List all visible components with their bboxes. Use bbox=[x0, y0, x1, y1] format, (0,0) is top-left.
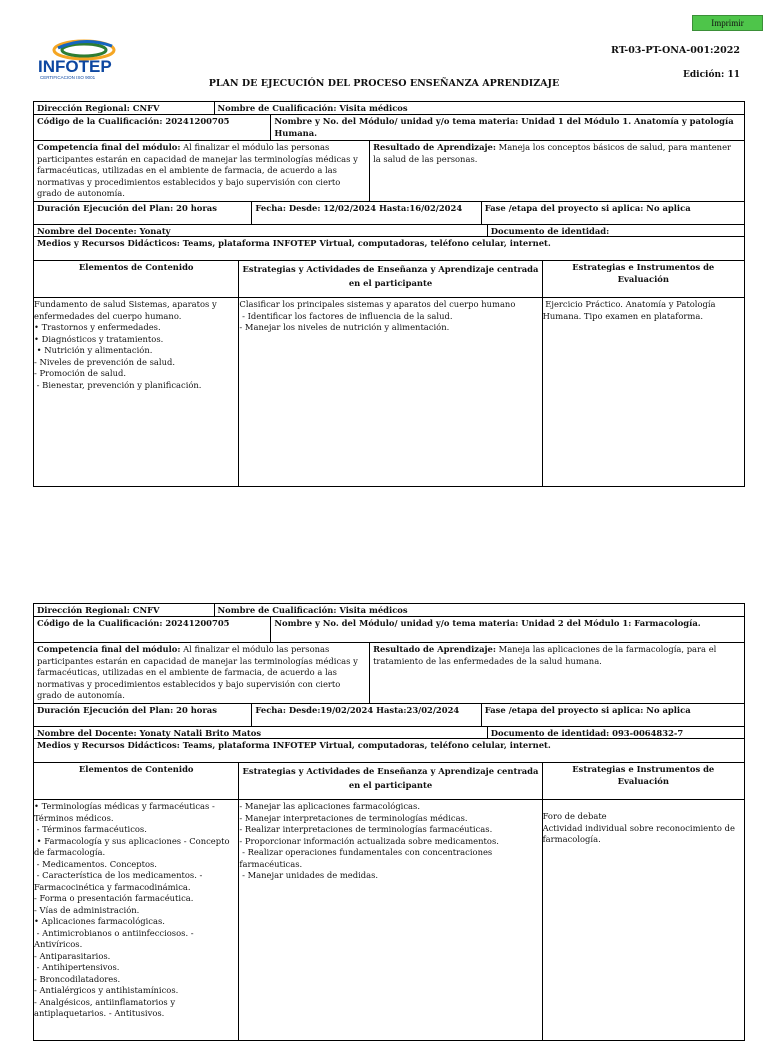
list-item: Foro de debate bbox=[542, 811, 607, 821]
direccion-regional: Dirección Regional: CNFV bbox=[34, 102, 215, 114]
resultado-aprendizaje bbox=[370, 141, 744, 201]
nombre-cualificacion: Nombre de Cualificación: Visita médicos bbox=[217, 605, 408, 615]
resultado-text: Maneja las aplicaciones de la farmacología, para el tratamiento de las enfermedades de la salud humana. bbox=[373, 644, 717, 666]
list-item: - Manejar interpretaciones de terminologías médicas. bbox=[239, 812, 468, 823]
documento-identidad: Documento de identidad: 093-0064832-7 bbox=[490, 728, 684, 738]
list-item: - Términos farmacéuticos. bbox=[34, 824, 147, 834]
fecha-plan: Fecha: Desde:19/02/2024 Hasta:23/02/2024 bbox=[252, 704, 481, 726]
competencia-final bbox=[34, 643, 370, 703]
duracion-plan: Duración Ejecución del Plan: 20 horas bbox=[34, 704, 252, 726]
col-header-elementos: Elementos de Contenido bbox=[34, 763, 239, 799]
competencia-text: Al finalizar el módulo las personas participantes estarán en capacidad de manejar las terminologías médicas y farmacéuticas, utilizadas en el ambiente de farmacia, de acuerdo a las normativas y procedimientos establecidos y bajo supervisión con cierto grado de autonomía. bbox=[37, 644, 358, 700]
list-item: - Promoción de salud. bbox=[34, 368, 126, 378]
list-item: - Característica de los medicamentos. - Farmacocinética y farmacodinámica. bbox=[34, 870, 206, 892]
list-item: - Bienestar, prevención y planificación. bbox=[34, 379, 202, 390]
list-item: • Nutrición y alimentación. bbox=[34, 345, 153, 355]
list-item: - Antihipertensivos. bbox=[34, 962, 120, 972]
list-item: • Farmacología y sus aplicaciones - Concepto de farmacología. bbox=[34, 835, 233, 857]
nombre-docente: Nombre del Docente: Yonaty Natali Brito Matos bbox=[34, 727, 488, 738]
list-item: - Antialérgicos y antihistamínicos. bbox=[34, 985, 179, 995]
edition-label: Edición: 11 bbox=[683, 70, 740, 80]
list-item: Ejercicio Práctico. Anatomía y Patología Humana. Tipo examen en plataforma. bbox=[542, 299, 719, 321]
elementos-contenido bbox=[34, 800, 239, 1040]
competencia-label: Competencia final del módulo: bbox=[37, 142, 181, 152]
list-item: Actividad individual sobre reconocimiento de farmacología. bbox=[542, 822, 738, 844]
col-header-elementos: Elementos de Contenido bbox=[34, 261, 239, 297]
elementos-contenido bbox=[34, 298, 239, 486]
list-item: - Vías de administración. bbox=[34, 904, 140, 915]
plan-table-1 bbox=[33, 101, 745, 487]
medios-recursos: Medios y Recursos Didácticos: Teams, plataforma INFOTEP Virtual, computadoras, teléfono celular, internet. bbox=[37, 238, 551, 248]
plan-table-2 bbox=[33, 603, 745, 1041]
duracion-plan: Duración Ejecución del Plan: 20 horas bbox=[34, 202, 252, 224]
list-item: - Niveles de prevención de salud. bbox=[34, 356, 175, 367]
fase-proyecto: Fase /etapa del proyecto si aplica: No aplica bbox=[484, 705, 691, 715]
modulo-nombre: Nombre y No. del Módulo/ unidad y/o tema materia: Unidad 2 del Módulo 1: Farmacología. bbox=[274, 618, 701, 628]
list-item: - Forma o presentación farmacéutica. bbox=[34, 893, 194, 903]
list-item: - Antimicrobianos o antiinfecciosos. - Antivíricos. bbox=[34, 927, 197, 949]
list-item: • Diagnósticos y tratamientos. bbox=[34, 333, 164, 344]
nombre-cualificacion: Nombre de Cualificación: Visita médicos bbox=[217, 103, 408, 113]
list-item: - Manejar los niveles de nutrición y alimentación. bbox=[239, 322, 450, 332]
list-item: - Medicamentos. Conceptos. bbox=[34, 858, 157, 869]
codigo-cualificacion: Código de la Cualificación: 20241200705 bbox=[34, 617, 271, 642]
infotep-logo bbox=[38, 38, 124, 80]
list-item: • Trastornos y enfermedades. bbox=[34, 322, 161, 332]
list-item: - Proporcionar información actualizada sobre medicamentos. bbox=[239, 835, 499, 846]
list-item: - Antiparasitarios. bbox=[34, 950, 111, 961]
modulo-nombre: Nombre y No. del Módulo/ unidad y/o tema materia: Unidad 1 del Módulo 1. Anatomía y patología Humana. bbox=[274, 116, 734, 138]
print-button[interactable]: Imprimir bbox=[692, 15, 763, 31]
list-item: - Manejar unidades de medidas. bbox=[239, 870, 379, 880]
estrategias-actividades bbox=[239, 800, 542, 1040]
list-item: • Aplicaciones farmacológicas. bbox=[34, 916, 165, 926]
col-header-evaluacion: Estrategias e Instrumentos de Evaluación bbox=[572, 262, 715, 284]
fecha-plan: Fecha: Desde: 12/02/2024 Hasta:16/02/2024 bbox=[252, 202, 481, 224]
page-title: PLAN DE EJECUCIÓN DEL PROCESO ENSEÑANZA APRENDIZAJE bbox=[208, 78, 560, 89]
list-item: - Manejar las aplicaciones farmacológicas. bbox=[239, 801, 421, 811]
estrategias-evaluacion bbox=[543, 800, 744, 1040]
col-header-estrategias: Estrategias y Actividades de Enseñanza y Aprendizaje centrada en el participante bbox=[239, 261, 542, 297]
list-item: Fundamento de salud Sistemas, aparatos y enfermedades del cuerpo humano. bbox=[34, 299, 220, 321]
list-item: • Terminologías médicas y farmacéuticas - Términos médicos. bbox=[34, 801, 218, 823]
competencia-final bbox=[34, 141, 370, 201]
col-header-evaluacion: Estrategias e Instrumentos de Evaluación bbox=[572, 764, 715, 786]
direccion-regional: Dirección Regional: CNFV bbox=[34, 604, 215, 616]
nombre-docente: Nombre del Docente: Yonaty bbox=[34, 225, 488, 236]
svg-text:CERTIFICACION ISO 9001: CERTIFICACION ISO 9001 bbox=[40, 75, 96, 80]
svg-text:INFOTEP: INFOTEP bbox=[38, 57, 112, 76]
competencia-text: Al finalizar el módulo las personas participantes estarán en capacidad de manejar las terminologías médicas y farmacéuticas, utilizadas en el ambiente de farmacia, de acuerdo a las normativas y procedimientos establecidos y bajo supervisión con cierto grado de autonomía. bbox=[37, 142, 358, 198]
resultado-text: Maneja los conceptos básicos de salud, para mantener la salud de las personas. bbox=[373, 142, 732, 164]
resultado-aprendizaje bbox=[370, 643, 744, 703]
resultado-label: Resultado de Aprendizaje: bbox=[373, 142, 496, 152]
codigo-cualificacion: Código de la Cualificación: 20241200705 bbox=[34, 115, 271, 140]
document-code: RT-03-PT-ONA-001:2022 bbox=[611, 45, 740, 56]
col-header-estrategias: Estrategias y Actividades de Enseñanza y Aprendizaje centrada en el participante bbox=[239, 763, 542, 799]
list-item: - Realizar operaciones fundamentales con concentraciones farmacéuticas. bbox=[239, 847, 495, 869]
list-item: - Analgésicos, antiinflamatorios y antiplaquetarios. - Antitusivos. bbox=[34, 996, 178, 1018]
list-item: - Broncodilatadores. bbox=[34, 973, 121, 984]
documento-identidad: Documento de identidad: bbox=[490, 226, 610, 236]
fase-proyecto: Fase /etapa del proyecto si aplica: No aplica bbox=[484, 203, 691, 213]
medios-recursos: Medios y Recursos Didácticos: Teams, plataforma INFOTEP Virtual, computadoras, teléfono celular, internet. bbox=[37, 740, 551, 750]
estrategias-evaluacion bbox=[543, 298, 744, 486]
estrategias-actividades bbox=[239, 298, 542, 486]
list-item: - Realizar interpretaciones de terminologías farmacéuticas. bbox=[239, 824, 493, 834]
competencia-label: Competencia final del módulo: bbox=[37, 644, 181, 654]
resultado-label: Resultado de Aprendizaje: bbox=[373, 644, 496, 654]
list-item: Clasificar los principales sistemas y aparatos del cuerpo humano bbox=[239, 299, 516, 309]
list-item: - Identificar los factores de influencia de la salud. bbox=[239, 310, 453, 321]
